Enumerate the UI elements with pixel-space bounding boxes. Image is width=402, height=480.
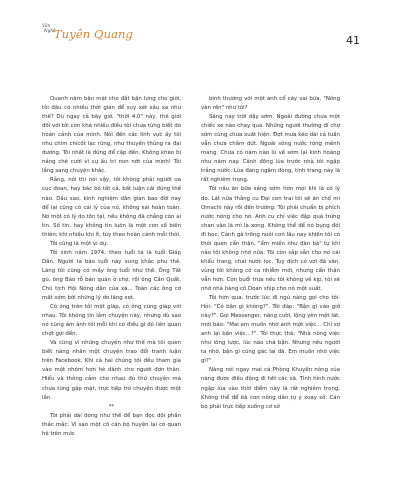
- left-column: [42, 95, 181, 439]
- section-divider: **: [108, 403, 115, 410]
- paragraph: Và cũng vì những chuyện như thế mà tôi quen biết nàng nhân một chuyện trao đổi tranh luận trên Facebook. Khi cả hai chúng tôi đều tham gia vào một nhóm hơn hè dành cho người đơn thân. Hiểu và thông cảm cho nhau đủ thứ chuyện mà chưa từng gặp mặt, trực tiếp trò chuyện được một lần.: [42, 340, 181, 401]
- paragraph: Sáng nay trời dậy sớm. Ngoài đường chưa một chiếc xe nào chạy qua. Những người thường đi chợ sớm cũng chưa xuất hiện. Đợt mưa kéo dài cả tuần vẫn chưa chấm dứt. Ngoài sông nước rộng mênh mang. Chưa có năm nào lũ về sớm lại kinh hoàng như năm nay. Cánh đồng lúa trước nhà tôi ngập trắng nước. Lúa đang ngậm đòng, tính trang này là rất nghiêm trọng.: [201, 114, 340, 184]
- paragraph: Tôi cũng là một ví dụ:: [50, 240, 108, 247]
- magazine-title: Tuyên Quang: [54, 27, 134, 41]
- logo-small-line2: Nghệ: [44, 27, 56, 33]
- paragraph: Có ông trên tôi một giáp, có ông cùng giáp với nhau. Tôi không tin lắm chuyện này, nhưng dù sao nó cũng ám ảnh tôi mỗi khi có điều gì đó liên quan chợt gợi đến.: [42, 304, 181, 338]
- paragraph: Tôi sinh năm 1974, theo tuổi ta là tuổi Giáp Dần. Người ta bảo tuổi này xung khắc phu thê. Làng tôi cũng có mấy ông tuổi như thế. Ông Tất gù, ông Bảo rỗ bán quán ở chợ, rồi ông Cần Quất, Chú tịch Hội Nông dân của xã... Toàn các ông cơ mất sớm bởi những lý do lãng xẹt.: [42, 249, 181, 302]
- logo-small-line1: Văn: [42, 23, 51, 28]
- right-column: [201, 95, 340, 412]
- paragraph: Tôi nấu ăn bữa sáng sớm hơn mọi khi là có lý do. Lát nữa thằng cu Đại con trai tôi sẽ ăn chố mi Omachi này rồi đến trường. Tôi phải chuẩn bị phích nước nóng cho nó. Anh cu chỉ việc đập quả trứng chan vào là mì là xong. Không thể để nó bụng đói đi học. Cảnh gà trống nuôi con lâu nay khiến tôi có thói quen cẩn thận, "ẩm miền như đàn bà" tự khi nào tôi không nhớ nữa. Tôi còn sắp sẵn cho nó cái khẩu trang, chai nước lọc. Tuy dịch có vơi đã vãn, vùng tôi không có ca nhiễm mới, nhưng cẩn thận vẫn hơn. Còn buổi trưa nếu tôi không về kịp, tôi sẽ nhờ nhà hàng cô Doan ship cho nó một suất.: [201, 186, 340, 292]
- paragraph: Nàng nói ngay mai cả Phòng Khuyến nông của nàng được điều động đi hết các xã. Tình hình nước ngập lúa vào thời điểm này là rất nghiêm trọng. Không thể để bà con nông dân tự ý xoay sở. Cán bộ phải trực tiếp xuống cơ sở: [201, 367, 340, 410]
- paragraph: Tôi hơn qua, trước lúc đi ngủ nàng gọi cho tôi. Hỏi: "Có bận gì không?". Tôi đáp: "Bận gì vào giờ này?". Gọi Messenger, nàng cười, lộng yên một lát, mới bảo: "Mai em muốn nhờ anh một việc... Chỉ sợ anh lại bận việc...?". Tôi thực thà: "Nhà nông việc như lông lược, lúc nào chả bận. Nhưng nếu người ta nhờ, bận gì cũng gác lại đã. Em muốn nhờ việc gì?".: [201, 295, 340, 365]
- paragraph: bình thường với một anh cổ cày vai bừa, "Nông văn rền" như tôi?: [201, 96, 340, 112]
- page-number: 41: [346, 34, 360, 47]
- paragraph: Tôi phải dài dòng như thế để bạn đọc dõi phần thắc mắc: Vì sao một cô cán bộ huyện lại có quan hệ trên mức: [42, 412, 181, 437]
- paragraph: Quanh năm bận mặt cho đất bận lưng cho giời, tôi đâu có nhiều thời gian để suy xét sâu xa như thế? Dù ngay cả bây giờ, "thời 4.0" này, thế giới đối với tôi còn khá nhiều điều tôi chưa từng biết do hoàn cảnh của mình. Nói đến các lĩnh vực ấy tôi như chìm chicốt lạc rừng, như thuyền thúng ra đại dương. Tôi nhất là đứng để cập đến. Không khéo bị nắng chê cười vì sự ấu trĩ non nớt của mình! Tôi lắng sang chuyện khác.: [42, 96, 181, 175]
- paragraph: Rằng, nói thì nói vậy, tôi không phải người ưa cục đoan, hay bác bỏ tất cả, bất luận cái đúng thế nào. Dầu sao, kinh nghiệm dân gian bao đời nay để lại cũng có cái lý của nó, không sai hoàn toàn. Nó một có lý do tồn tại, nếu không đã chẳng còn ai tin. Số tin, hay không tin luôn là một con số biến thiên; khi nhiều khi ít, tùy theo hoàn cảnh mỗi thời.: [42, 177, 181, 238]
